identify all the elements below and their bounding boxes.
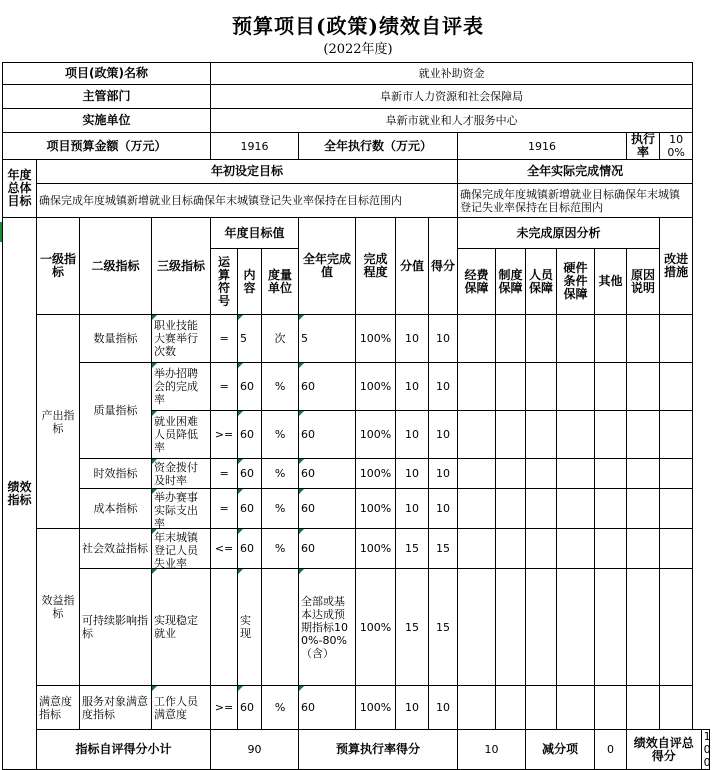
unit-label: 实施单位 — [3, 109, 211, 133]
page-title: 预算项目(政策)绩效自评表 — [232, 14, 484, 38]
total-value: 100 — [701, 730, 709, 770]
row-unit: % — [262, 489, 299, 529]
goal-label: 年度总体目标 — [3, 160, 37, 218]
rate-label: 执行率 — [627, 133, 660, 160]
budget-score-label: 预算执行率得分 — [299, 730, 458, 770]
row-score: 10 — [396, 411, 429, 459]
row-op: = — [211, 315, 238, 363]
row-content: 60 — [238, 529, 262, 569]
goal-actual-label: 全年实际完成情况 — [458, 160, 693, 184]
goal-initial-label: 年初设定目标 — [37, 160, 458, 184]
unit-value: 阜新市就业和人才服务中心 — [211, 109, 693, 133]
goal-actual-text: 确保完成年度城镇新增就业目标确保年末城镇登记失业率保持在目标范围内 — [458, 184, 693, 218]
row-score: 15 — [396, 569, 429, 686]
row-actual: 60 — [299, 529, 356, 569]
row-l2: 时效指标 — [80, 459, 152, 489]
header-reason-note: 原因说明 — [627, 249, 660, 315]
row-actual: 60 — [299, 363, 356, 411]
evaluation-table — [2, 62, 710, 770]
header-level1: 一级指标 — [37, 218, 80, 315]
row-content: 60 — [238, 459, 262, 489]
exec-value: 1916 — [458, 133, 627, 160]
header-score: 分值 — [396, 218, 429, 315]
row-l3: 工作人员满意度 — [152, 686, 211, 730]
header-got: 得分 — [429, 218, 458, 315]
row-l2: 服务对象满意度指标 — [80, 686, 152, 730]
dept-label: 主管部门 — [3, 85, 211, 109]
header-degree: 完成程度 — [356, 218, 396, 315]
row-got: 10 — [429, 459, 458, 489]
row-score: 10 — [396, 686, 429, 730]
budget-score-value: 10 — [458, 730, 526, 770]
row-degree: 100% — [356, 569, 396, 686]
row-l3: 资金拨付及时率 — [154, 460, 198, 487]
row-l2: 可持续影响指标 — [80, 569, 152, 686]
row-l3: 就业困难人员降低率 — [154, 415, 198, 454]
subtotal-label: 指标自评得分小计 — [37, 730, 211, 770]
row-unit: % — [262, 363, 299, 411]
row-content: 60 — [238, 686, 262, 730]
header-reason-hardware: 硬件条件保障 — [557, 249, 595, 315]
row-degree: 100% — [356, 315, 396, 363]
budget-label: 项目预算金额（万元） — [3, 133, 211, 160]
row-degree: 100% — [356, 459, 396, 489]
total-label: 绩效自评总得分 — [627, 730, 702, 770]
row-l3: 职业技能大赛举行次数 — [154, 319, 198, 358]
group-output: 产出指标 — [37, 315, 80, 529]
dept-value: 阜新市人力资源和社会保障局 — [211, 85, 693, 109]
header-unit: 度量单位 — [262, 249, 299, 315]
row-score: 10 — [396, 315, 429, 363]
header-op: 运算符号 — [211, 249, 238, 315]
row-l3: 年末城镇登记人员失业率 — [154, 530, 198, 570]
row-op: >= — [211, 686, 238, 730]
row-score: 15 — [396, 529, 429, 569]
row-got: 15 — [429, 529, 458, 569]
row-content: 60 — [238, 363, 262, 411]
row-op: >= — [211, 411, 238, 459]
rate-value: 100% — [660, 133, 693, 160]
header-level3: 三级指标 — [152, 218, 211, 315]
row-op — [211, 569, 238, 686]
row-actual: 60 — [299, 411, 356, 459]
row-l3: 实现稳定就业 — [152, 569, 211, 686]
row-actual: 60 — [299, 489, 356, 529]
group-satisfaction: 满意度指标 — [37, 686, 80, 730]
row-got: 10 — [429, 363, 458, 411]
project-name-value: 就业补助资金 — [211, 63, 693, 85]
row-score: 10 — [396, 489, 429, 529]
row-degree: 100% — [356, 363, 396, 411]
header-content: 内容 — [238, 249, 262, 315]
row-content: 60 — [238, 411, 262, 459]
row-unit — [262, 569, 299, 686]
budget-value: 1916 — [211, 133, 299, 160]
row-degree: 100% — [356, 529, 396, 569]
project-name-label: 项目(政策)名称 — [3, 63, 211, 85]
row-got: 10 — [429, 686, 458, 730]
header-actual: 全年完成值 — [299, 218, 356, 315]
row-content: 5 — [238, 315, 262, 363]
row-degree: 100% — [356, 686, 396, 730]
row-unit: 次 — [262, 315, 299, 363]
exec-label: 全年执行数（万元） — [299, 133, 458, 160]
header-level2: 二级指标 — [80, 218, 152, 315]
row-l2: 社会效益指标 — [80, 529, 152, 569]
perf-label: 绩效指标 — [3, 218, 37, 770]
header-reason-system: 制度保障 — [496, 249, 526, 315]
row-score: 10 — [396, 363, 429, 411]
row-op: = — [211, 459, 238, 489]
row-score: 10 — [396, 459, 429, 489]
row-actual: 全部或基本达成预期指标100%-80%（含） — [299, 569, 356, 686]
row-op: = — [211, 363, 238, 411]
row-l2: 数量指标 — [80, 315, 152, 363]
deduct-value: 0 — [595, 730, 627, 770]
row-unit: % — [262, 529, 299, 569]
row-content: 实现 — [238, 569, 262, 686]
row-actual: 60 — [299, 686, 356, 730]
row-l2: 成本指标 — [80, 489, 152, 529]
row-unit: % — [262, 459, 299, 489]
row-actual: 60 — [299, 459, 356, 489]
row-got: 10 — [429, 411, 458, 459]
header-reason-other: 其他 — [595, 249, 627, 315]
deduct-label: 减分项 — [526, 730, 595, 770]
page-subtitle: (2022年度) — [323, 42, 393, 57]
row-content: 60 — [238, 489, 262, 529]
header-reasons: 未完成原因分析 — [458, 218, 660, 249]
row-degree: 100% — [356, 489, 396, 529]
row-l3: 举办招聘会的完成率 — [154, 367, 198, 406]
row-got: 10 — [429, 489, 458, 529]
row-degree: 100% — [356, 411, 396, 459]
row-op: <= — [211, 529, 238, 569]
row-l3: 举办赛事实际支出率 — [154, 490, 198, 530]
group-benefit: 效益指标 — [37, 529, 80, 686]
row-l2: 质量指标 — [80, 363, 152, 459]
row-got: 15 — [429, 569, 458, 686]
row-actual: 5 — [299, 315, 356, 363]
goal-initial-text: 确保完成年度城镇新增就业目标确保年末城镇登记失业率保持在目标范围内 — [37, 184, 458, 218]
row-unit: % — [262, 411, 299, 459]
header-improve: 改进措施 — [660, 218, 693, 315]
row-op: = — [211, 489, 238, 529]
row-unit: % — [262, 686, 299, 730]
header-reason-staff: 人员保障 — [526, 249, 557, 315]
row-got: 10 — [429, 315, 458, 363]
header-reason-funding: 经费保障 — [458, 249, 496, 315]
subtotal-value: 90 — [211, 730, 299, 770]
header-target-group: 年度目标值 — [211, 218, 299, 249]
